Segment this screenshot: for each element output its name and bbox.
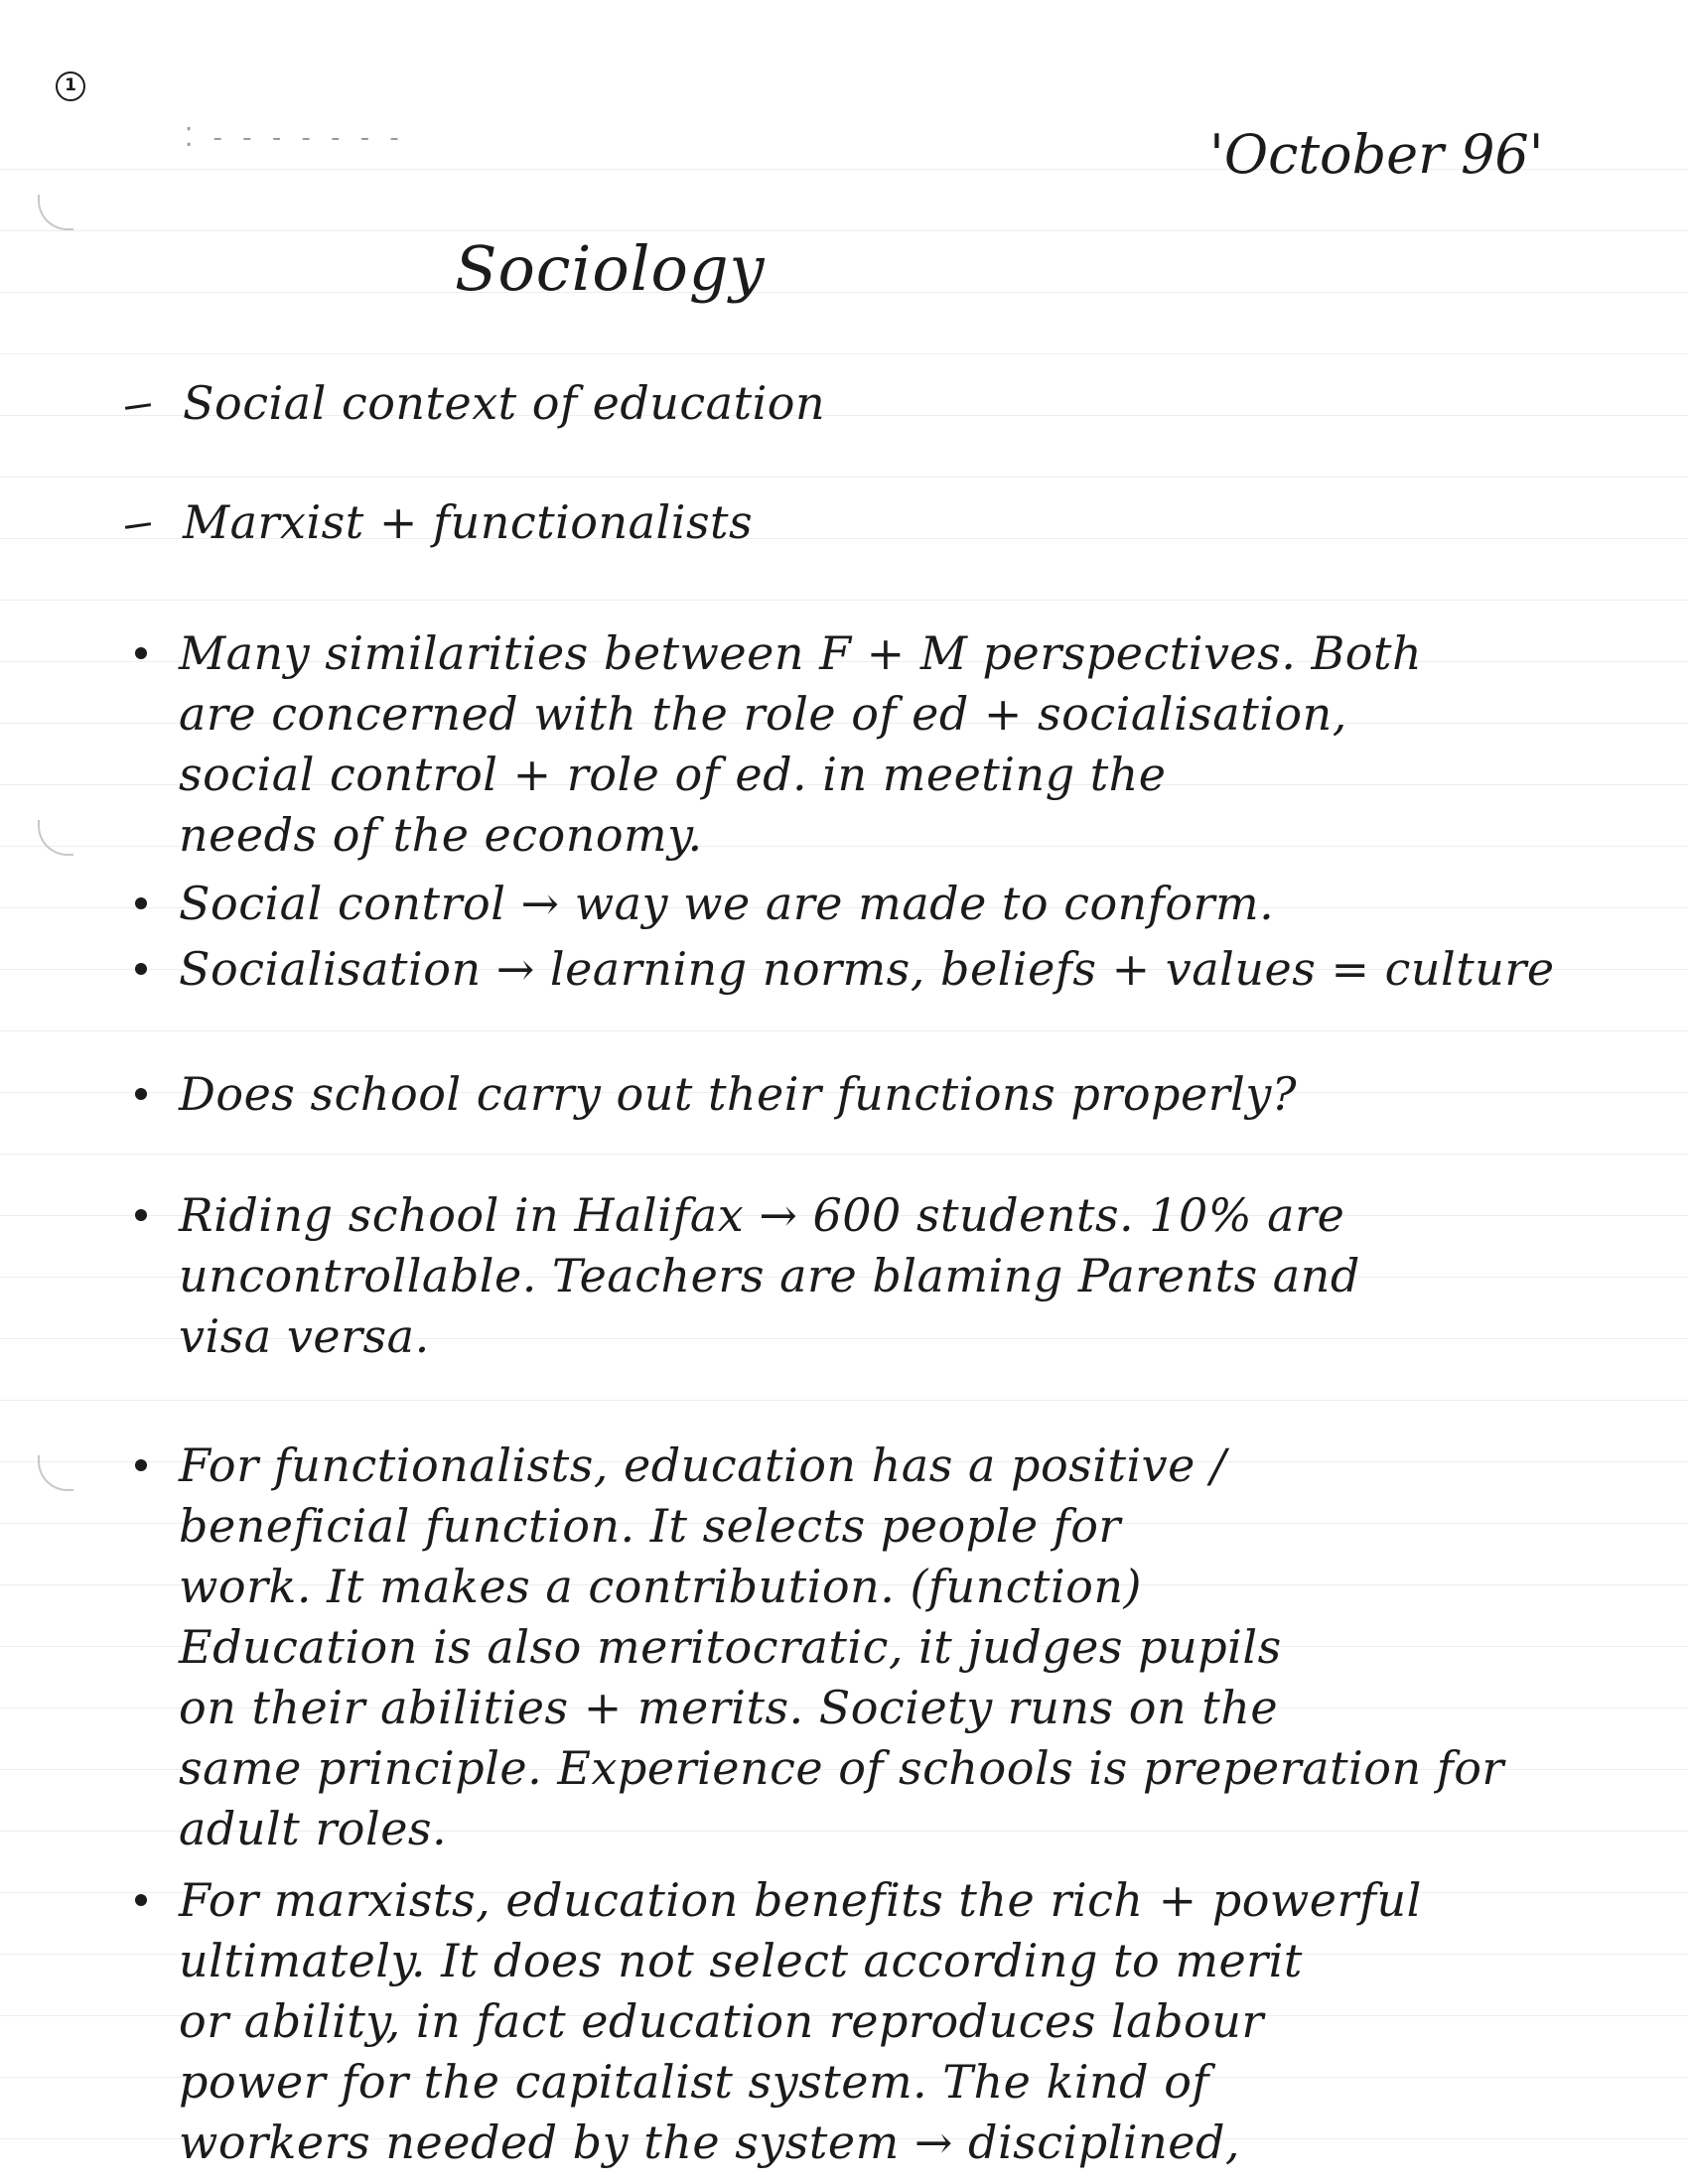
- dash-marker: [125, 522, 151, 529]
- note-line: needs of the economy.: [179, 808, 703, 862]
- note-line: are concerned with the role of ed + socialisation,: [179, 687, 1347, 741]
- note-line: For marxists, education benefits the rich + powerful: [179, 1873, 1422, 1927]
- note-line: adult roles.: [179, 1802, 448, 1855]
- note-line: Socialisation → learning norms, beliefs + values = culture: [179, 942, 1555, 996]
- note-line: For functionalists, education has a positive /: [179, 1438, 1226, 1492]
- bullet-marker: [135, 963, 147, 975]
- note-line: on their abilities + merits. Society runs on the: [179, 1681, 1279, 1734]
- topic-line: Social context of education: [183, 376, 826, 430]
- ruled-line: [0, 477, 1688, 478]
- note-line: or ability, in fact education reproduces labour: [179, 1994, 1264, 2048]
- dash-marker: [125, 403, 151, 410]
- bullet-marker: [135, 897, 147, 909]
- note-line: ultimately. It does not select according to merit: [179, 1934, 1303, 1987]
- erased-name-smudge: ⁚ ‐ ‐ ‐ ‐ ‐ ‐ ‐: [185, 123, 405, 153]
- ruled-line: [0, 353, 1688, 354]
- note-line: uncontrollable. Teachers are blaming Parents and: [179, 1249, 1360, 1302]
- ruled-line: [0, 1030, 1688, 1031]
- note-line: visa versa.: [179, 1309, 430, 1363]
- ruled-line: [0, 292, 1688, 293]
- ruled-line: [0, 1400, 1688, 1401]
- margin-mark: [38, 195, 73, 230]
- page-number: 1: [56, 71, 85, 101]
- margin-mark: [38, 820, 73, 856]
- note-line: same principle. Experience of schools is preperation for: [179, 1741, 1504, 1795]
- note-line: Riding school in Halifax → 600 students. 10% are: [179, 1188, 1345, 1242]
- note-line: Education is also meritocratic, it judges pupils: [179, 1620, 1282, 1674]
- note-line: beneficial function. It selects people for: [179, 1499, 1121, 1553]
- bullet-marker: [135, 647, 147, 659]
- note-line: Many similarities between F + M perspectives. Both: [179, 626, 1423, 680]
- margin-mark: [38, 1455, 73, 1491]
- ruled-line: [0, 230, 1688, 231]
- bullet-marker: [135, 1209, 147, 1221]
- note-line: work. It makes a contribution. (function): [179, 1560, 1142, 1613]
- note-line: workers needed by the system → disciplined,: [179, 2116, 1241, 2169]
- note-line: Does school carry out their functions properly?: [179, 1067, 1298, 1121]
- note-line: Social control → way we are made to conform.: [179, 877, 1275, 930]
- bullet-marker: [135, 1894, 147, 1906]
- bullet-marker: [135, 1459, 147, 1471]
- note-line: power for the capitalist system. The kind of: [179, 2055, 1209, 2109]
- ruled-line: [0, 600, 1688, 601]
- page-title: Sociology: [455, 232, 766, 305]
- ruled-line: [0, 1154, 1688, 1155]
- topic-line: Marxist + functionalists: [183, 495, 754, 549]
- note-line: social control + role of ed. in meeting the: [179, 748, 1167, 801]
- date-heading: 'October 96': [1209, 123, 1544, 186]
- bullet-marker: [135, 1088, 147, 1100]
